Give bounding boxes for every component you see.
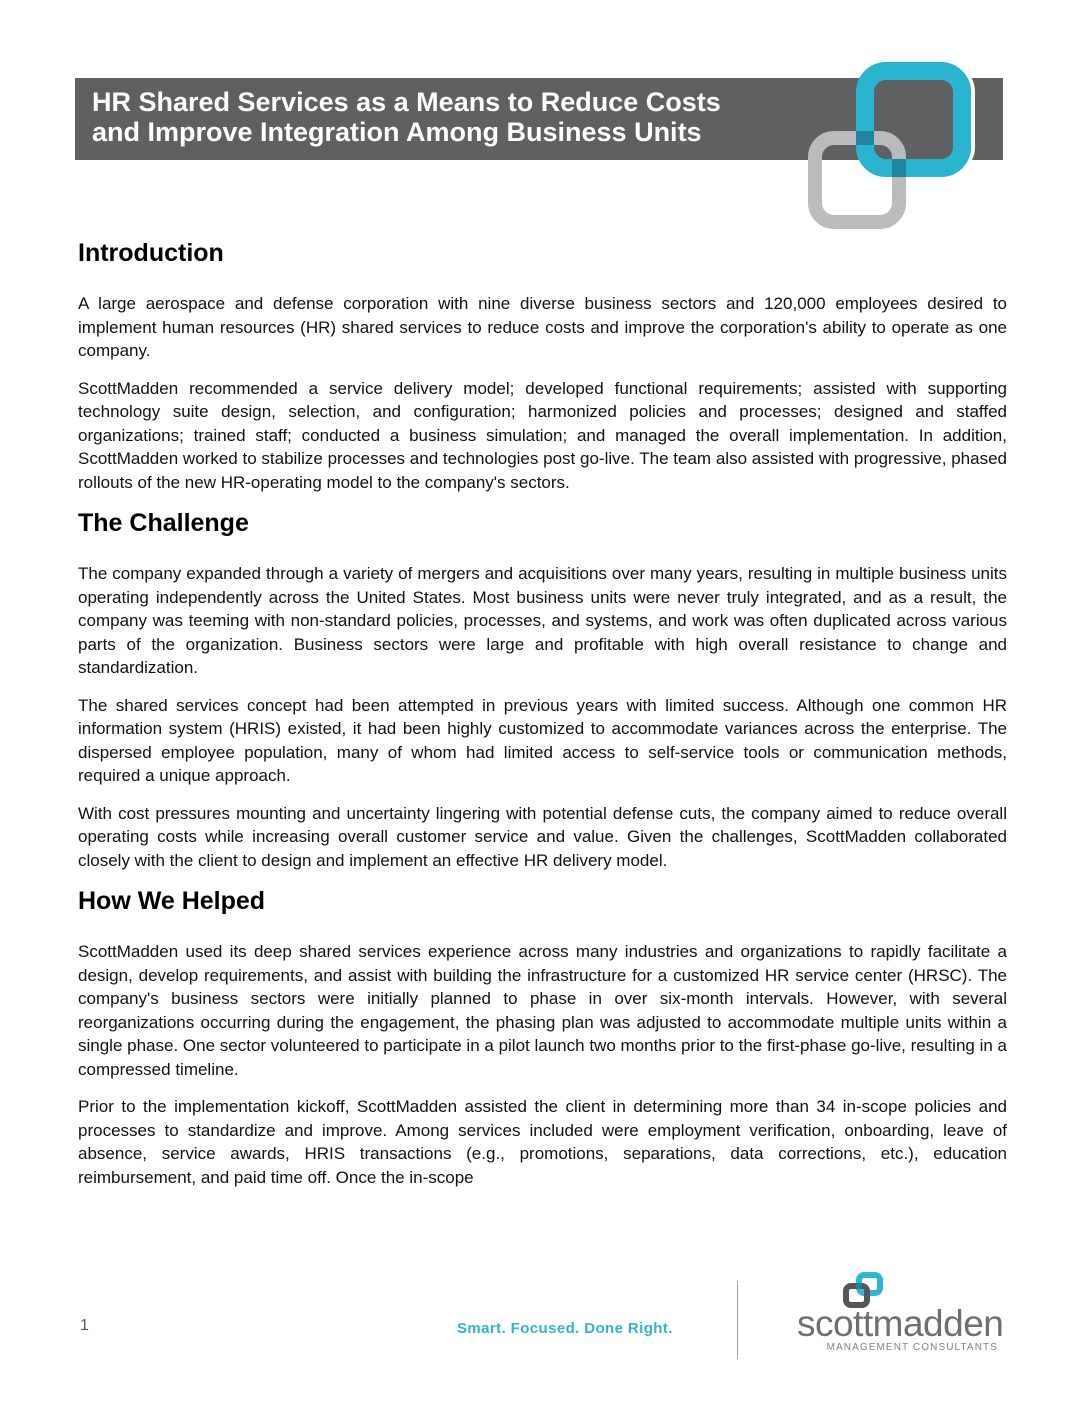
logo-overlap-patch (892, 159, 906, 177)
footer-logo-subtitle: MANAGEMENT CONSULTANTS (826, 1342, 998, 1353)
paragraph: The company expanded through a variety of mergers and acquisitions over many years, resulting in multiple business units operating independently across the United States. Most business units were never truly integrated, and as a result, the company was teeming with non-standard policies, processes, and systems, and work was often duplicated across various parts of the organization. Business sectors were large and profitable with high overall resistance to change and standardization. (78, 564, 1007, 677)
paragraph: Prior to the implementation kickoff, ScottMadden assisted the client in determining more than 34 in-scope policies and processes to standardize and improve. Among services included were employment verification, onboarding, leave of absence, service awards, HRIS transactions (e.g., promotions, separations, data corrections, etc.), education reimbursement, and paid time off. Once the in-scope (78, 1097, 1007, 1187)
paragraph: ScottMadden used its deep shared services experience across many industries and organizations to rapidly facilitate a design, develop requirements, and assist with building the infrastructure for a customized HR service center (HRSC). The company's business sectors were initially planned to phase in over six-month intervals. However, with several reorganizations occurring during the engagement, the phasing plan was adjusted to accommodate multiple units within a single phase. One sector volunteered to participate in a pilot launch two months prior to the first-phase go-live, resulting in a compressed timeline. (78, 942, 1007, 1079)
logo-overlap-patch (856, 131, 874, 145)
section-heading: How We Helped (78, 887, 266, 915)
page-title-line-1: HR Shared Services as a Means to Reduce Costs (92, 87, 721, 117)
paragraph: ScottMadden recommended a service delivery model; developed functional requirements; assisted with supporting technology suite design, selection, and configuration; harmonized policies and processes; designed and staffed organizations; trained staff; conducted a business simulation; and managed the overall implementation. In addition, ScottMadden worked to stabilize processes and technologies post go-live. The team also assisted with progressive, phased rollouts of the new HR-operating model to the company's sectors. (78, 378, 1007, 492)
footer-logo-wordmark: scottmadden (797, 1303, 1004, 1344)
paragraph: With cost pressures mounting and uncertainty lingering with potential defense cuts, the company aimed to reduce overall operating costs while increasing overall customer service and value. Given the challenges, ScottMadden collaborated closely with the client to design and implement an effective HR delivery model. (78, 803, 1007, 870)
section-how-we-helped (78, 886, 1007, 1189)
footer-divider (737, 1281, 738, 1359)
footer-logo-overlap-patch (856, 1283, 862, 1289)
section-heading: The Challenge (78, 509, 249, 537)
section-the-challenge (78, 508, 1007, 872)
section-heading: Introduction (78, 239, 224, 267)
paragraph: The shared services concept had been attempted in previous years with limited success. Although one common HR information system (HRIS) existed, it had been highly customized to accommodate variances across the enterprise. The dispersed employee population, many of whom had limited access to self-service tools or communication methods, required a unique approach. (78, 695, 1007, 785)
footer-tagline: Smart. Focused. Done Right. (457, 1320, 673, 1337)
section-introduction (78, 238, 1007, 494)
page-title-line-2: and Improve Integration Among Business Units (92, 117, 702, 147)
paragraph: A large aerospace and defense corporation with nine diverse business sectors and 120,000 employees desired to implement human resources (HR) shared services to reduce costs and improve the corporation's ability to operate as one company. (78, 294, 1007, 360)
logo-teal-square-icon (856, 62, 971, 177)
page-number: 1 (80, 1317, 89, 1334)
document-body (78, 238, 1007, 1203)
